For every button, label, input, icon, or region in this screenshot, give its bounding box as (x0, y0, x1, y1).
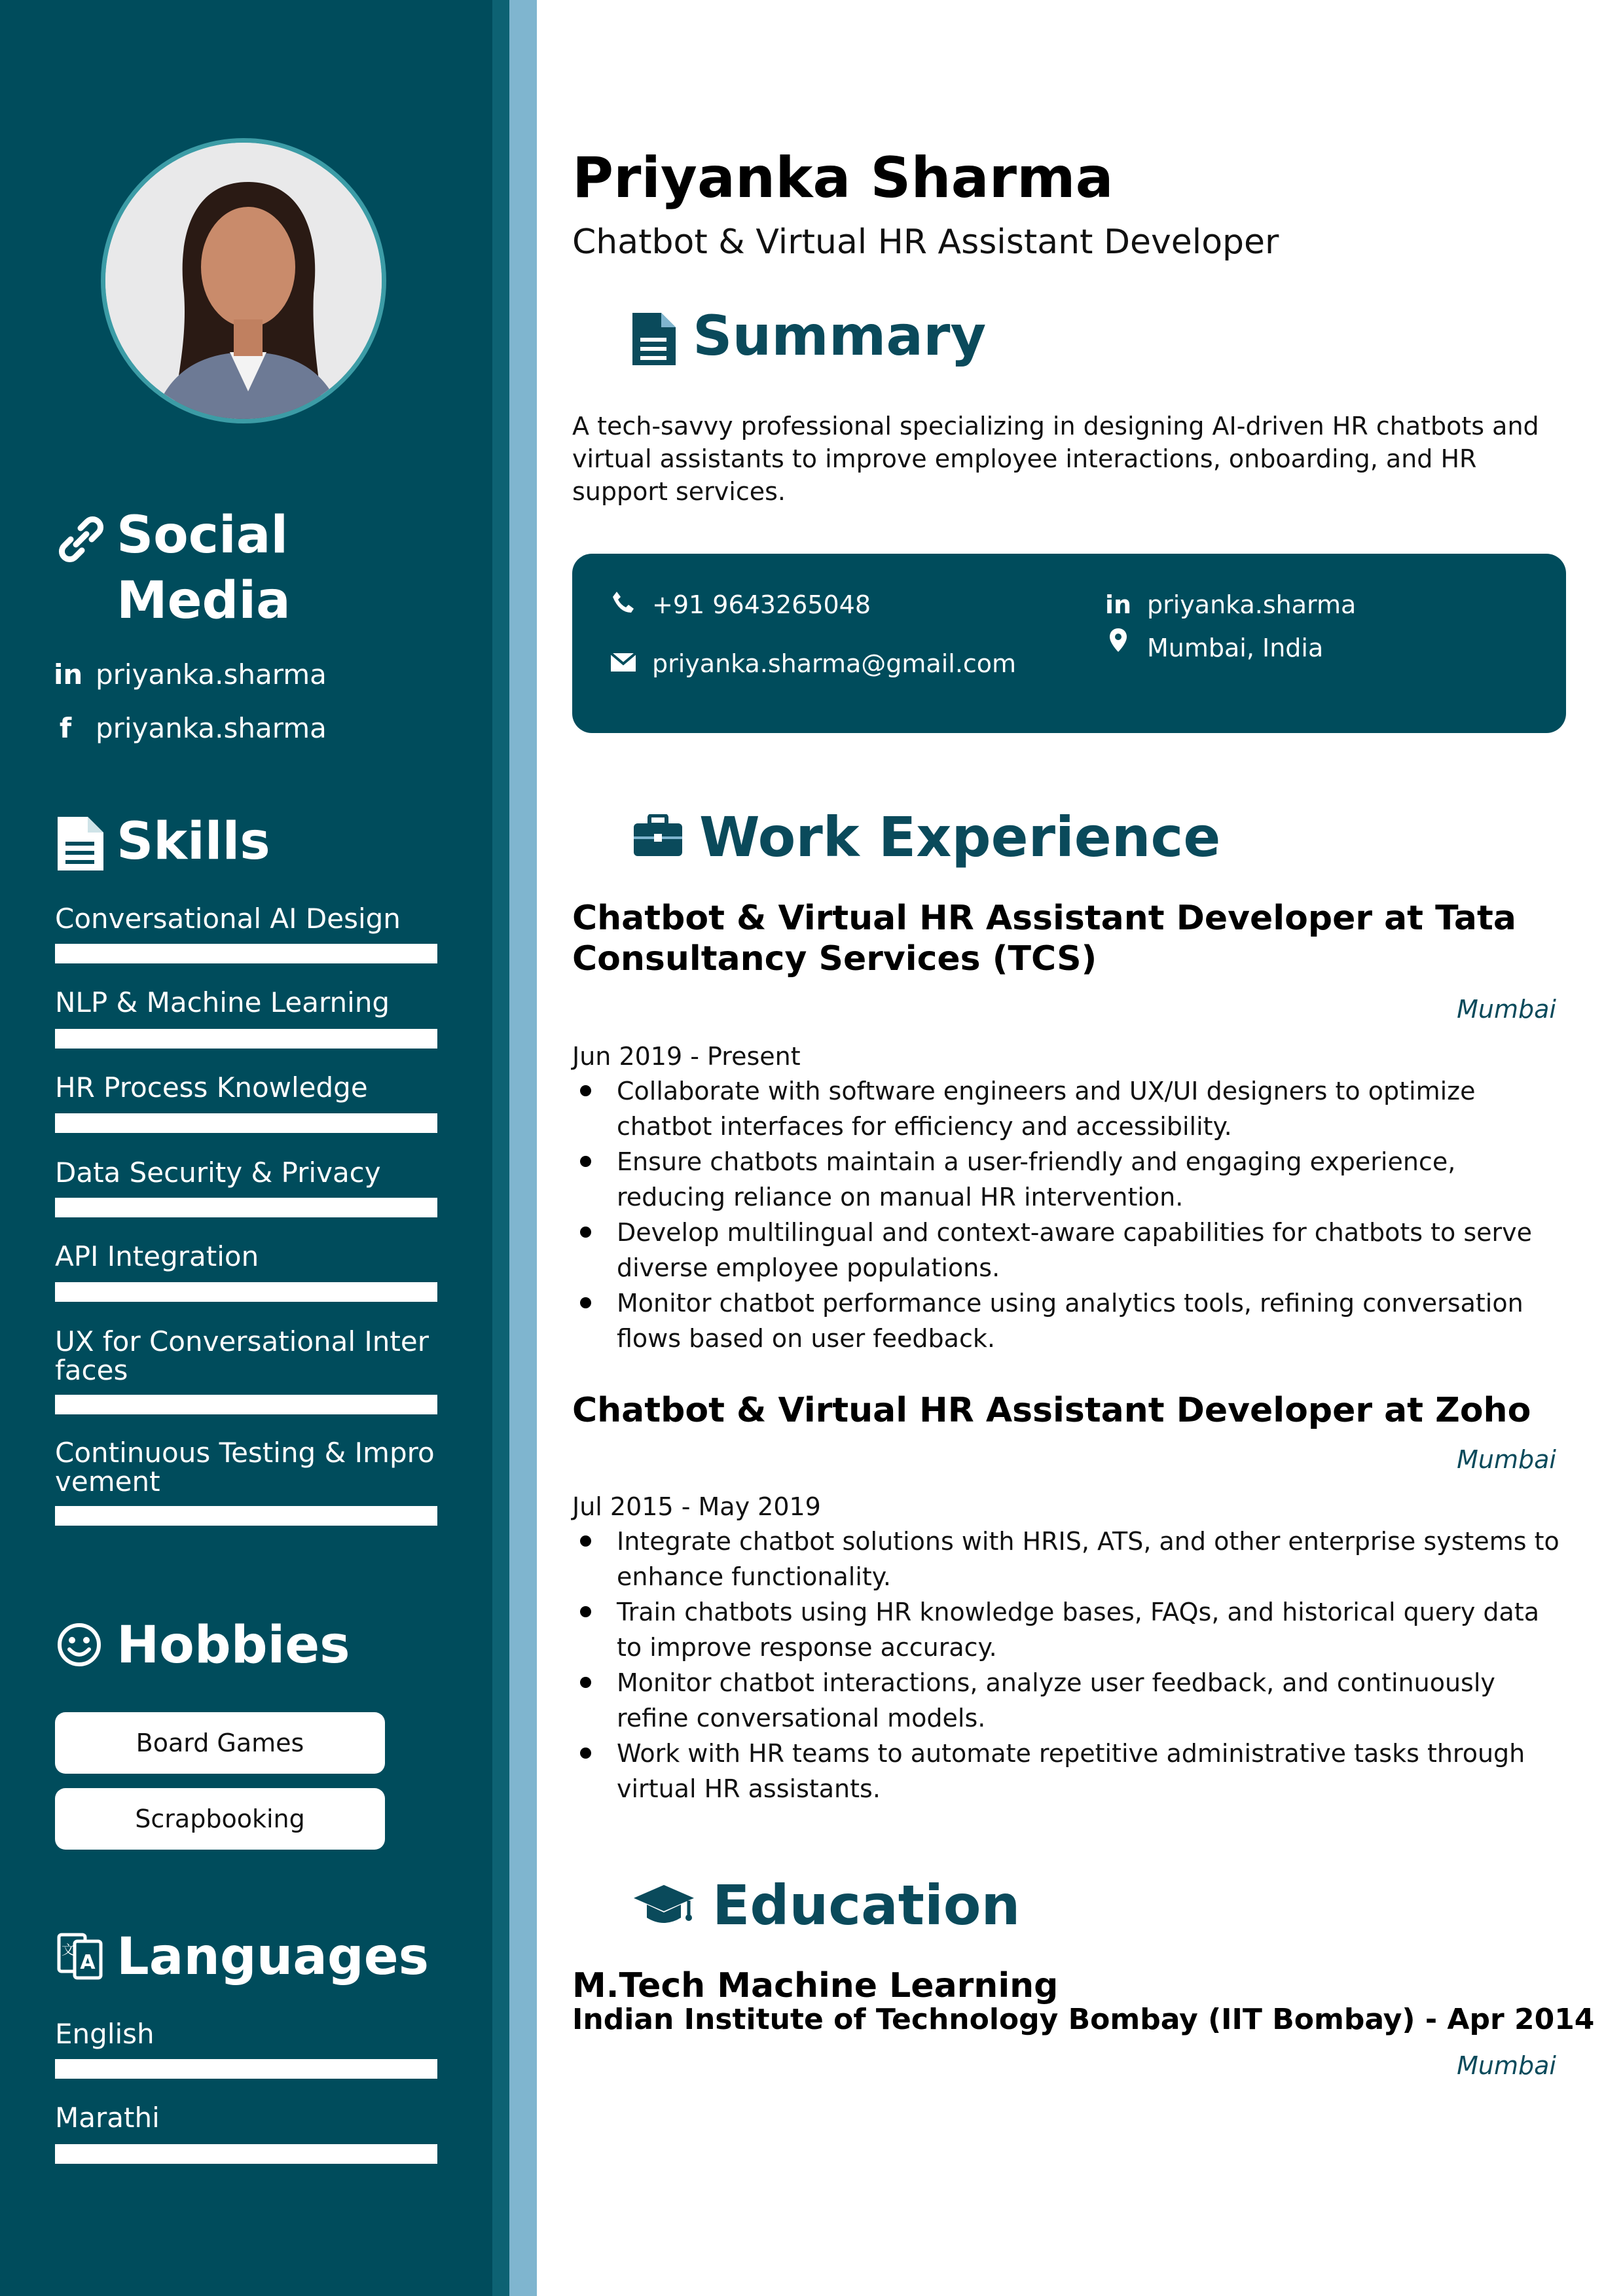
skill-bar (55, 1029, 437, 1049)
job-dates: Jul 2015 - May 2019 (572, 1492, 821, 1521)
smile-icon (56, 1622, 102, 1670)
linkedin-icon: in (54, 658, 83, 691)
hobbies-heading: Hobbies (117, 1616, 350, 1675)
job-bullets (572, 1073, 1567, 1356)
translate-icon (56, 1931, 103, 1983)
job-title: Chatbot & Virtual HR Assistant Developer at Zoho (572, 1391, 1531, 1430)
education-degree: M.Tech Machine Learning (572, 1966, 1059, 2005)
job-bullet: Develop multilingual and context-aware capabilities for chatbots to serve diverse employee populations. (572, 1215, 1567, 1285)
job-bullet: Integrate chatbot solutions with HRIS, ATS, and other enterprise systems to enhance functionality. (572, 1524, 1567, 1594)
language-label: English (55, 2018, 155, 2050)
job-bullet: Monitor chatbot interactions, analyze user feedback, and continuously refine conversational models. (572, 1665, 1567, 1736)
linkedin-icon: in (1104, 590, 1132, 619)
svg-text:文: 文 (62, 1942, 75, 1958)
facebook-icon: f (59, 712, 72, 744)
education-institution: Indian Institute of Technology Bombay (IIT Bombay) - Apr 2014 (572, 2003, 1595, 2036)
link-icon (56, 514, 106, 567)
work-experience-heading: Work Experience (699, 805, 1221, 869)
briefcase-icon (632, 814, 684, 860)
contact-email-text: priyanka.sharma@gmail.com (652, 649, 1017, 678)
skill-label: API Integration (55, 1240, 259, 1272)
contact-phone-text: +91 9643265048 (652, 590, 871, 619)
social-media-heading: Social Media (117, 506, 291, 630)
education-heading: Education (712, 1873, 1021, 1937)
skill-label: NLP & Machine Learning (55, 986, 390, 1018)
social-linkedin[interactable] (54, 658, 327, 691)
email-icon (609, 649, 638, 679)
language-label: Marathi (55, 2102, 160, 2134)
contact-email[interactable] (652, 649, 1016, 678)
skill-bar (55, 1395, 437, 1414)
job-bullet: Ensure chatbots maintain a user-friendly and engaging experience, reducing reliance on manual HR intervention. (572, 1144, 1567, 1215)
skill-bar (55, 1506, 437, 1526)
hobby-chip: Scrapbooking (55, 1788, 385, 1850)
language-bar (55, 2059, 437, 2079)
graduation-cap-icon (632, 1882, 695, 1931)
job-location: Mumbai (1457, 995, 1556, 1024)
contact-location-text: Mumbai, India (1147, 634, 1324, 662)
skill-bar (55, 1198, 437, 1217)
contact-location (1147, 634, 1323, 662)
document-icon (58, 817, 103, 873)
social-facebook[interactable] (54, 712, 327, 744)
job-bullet: Work with HR teams to automate repetitive administrative tasks through virtual HR assistants. (572, 1736, 1567, 1806)
language-bar (55, 2144, 437, 2164)
job-bullets (572, 1524, 1567, 1806)
document-icon (632, 313, 676, 368)
skill-bar (55, 1113, 437, 1133)
job-bullet: Collaborate with software engineers and UX/UI designers to optimize chatbot interfaces for efficiency and accessibility. (572, 1073, 1567, 1144)
location-pin-icon (1104, 627, 1133, 659)
social-linkedin-label: priyanka.sharma (96, 658, 327, 691)
job-bullet: Monitor chatbot performance using analytics tools, refining conversation flows based on user feedback. (572, 1285, 1567, 1356)
skill-label: UX for Conversational Inter faces (55, 1325, 429, 1386)
hobby-chip: Board Games (55, 1712, 385, 1774)
skill-label: HR Process Knowledge (55, 1071, 368, 1103)
skill-label: Data Security & Privacy (55, 1157, 381, 1189)
phone-icon (609, 590, 638, 620)
job-bullet: Train chatbots using HR knowledge bases, FAQs, and historical query data to improve response accuracy. (572, 1594, 1567, 1665)
skill-bar (55, 1282, 437, 1302)
skill-label: Conversational AI Design (55, 903, 401, 935)
skill-bar (55, 944, 437, 963)
social-facebook-label: priyanka.sharma (96, 712, 327, 744)
candidate-name: Priyanka Sharma (572, 145, 1114, 211)
summary-text: A tech-savvy professional specializing in designing AI-driven HR chatbots and virtual assistants to improve employee interactions, onboarding, and HR support services. (572, 412, 1539, 506)
job-title: Chatbot & Virtual HR Assistant Developer at Tata Consultancy Services (TCS) (572, 899, 1516, 978)
summary-heading: Summary (693, 304, 987, 368)
skill-label: Continuous Testing & Impro vement (55, 1437, 435, 1498)
education-location: Mumbai (1457, 2051, 1556, 2080)
languages-heading: Languages (117, 1928, 429, 1986)
sidebar-stripe-inner (492, 0, 509, 2296)
contact-phone (652, 590, 871, 619)
job-location: Mumbai (1457, 1445, 1556, 1474)
job-dates: Jun 2019 - Present (572, 1042, 801, 1071)
contact-box (572, 554, 1566, 733)
contact-linkedin[interactable] (1104, 590, 1357, 619)
avatar (101, 138, 386, 423)
skills-heading: Skills (117, 812, 270, 871)
contact-linkedin-text: priyanka.sharma (1147, 590, 1357, 619)
candidate-title: Chatbot & Virtual HR Assistant Developer (572, 223, 1279, 262)
svg-text:A: A (80, 1951, 96, 1974)
